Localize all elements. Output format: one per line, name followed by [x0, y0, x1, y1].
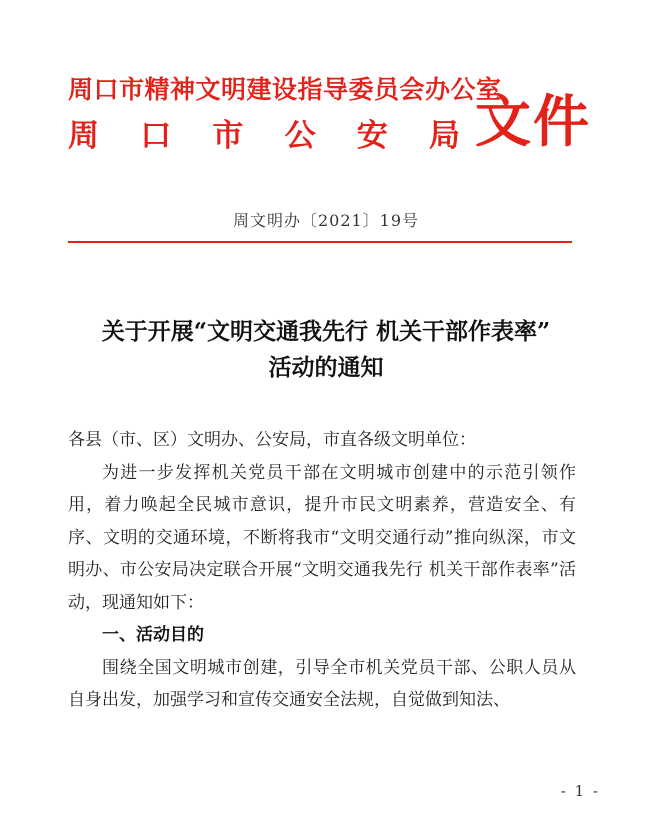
red-divider: [68, 241, 572, 243]
org2-char: 周: [68, 118, 99, 154]
issuing-org-2: [68, 110, 460, 155]
document-header: [68, 70, 591, 155]
document-body: [68, 424, 576, 717]
salutation: 各县（市、区）文明办、公安局，市直各级文明单位：: [68, 430, 476, 450]
org2-char: 公: [284, 118, 316, 154]
issuing-org-1: 周口市精神文明建设指导委员会办公室: [68, 75, 502, 104]
section-heading: 一、活动目的: [102, 625, 204, 645]
body-paragraph: 围绕全国文明城市创建，引导全市机关党员干部、公职人员从自身出发，加强学习和宣传交通安全法规，自觉做到知法、: [68, 657, 576, 710]
body-paragraph: 为进一步发挥机关党员干部在文明城市创建中的示范引领作用，着力唤起全民城市意识，提升市民文明素养，营造安全、有序、文明的交通环境，不断将我市“文明交通行动”推向纵深，市文明办、市公安局决定联合开展“文明交通我先行 机关干部作表率”活动，现通知如下：: [68, 462, 576, 613]
page-number: - 1 -: [560, 782, 600, 800]
title-line-1: 关于开展“文明交通我先行 机关干部作表率”: [101, 318, 551, 345]
org2-char: 口: [140, 118, 172, 154]
org2-char: 安: [356, 118, 388, 154]
title-line-2: 活动的通知: [268, 354, 384, 381]
org2-char: 市: [212, 118, 244, 154]
org2-char: 局: [428, 118, 460, 154]
document-number: 周文明办〔2021〕19号: [232, 211, 420, 230]
document-type-label: 文件: [475, 89, 591, 155]
document-title: [40, 314, 612, 386]
